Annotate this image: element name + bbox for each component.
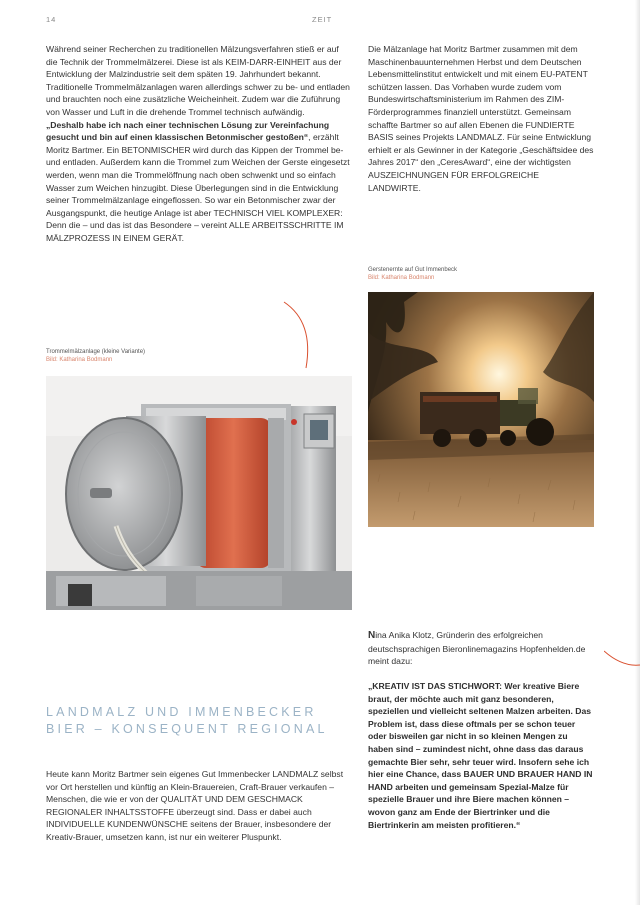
- photo-drum-malting-machine: [46, 376, 352, 610]
- right-column-text: [368, 43, 594, 194]
- section-paragraph: [46, 768, 352, 844]
- page-number: 14: [46, 15, 57, 24]
- quote-klotz-text: „KREATIV IST DAS STICHWORT: Wer kreative Biere braut, der möchte auch mit ganz besonderen, speziellen und vielleicht seltenen Malzen arbeiten. Das Problem ist, dass diese oftmals per se schon teuer oder bisweilen gar nicht in so kleinen Mengen zu haben sind – zumindest nicht, ohne dass das daraus gemachte Bier sehr, sehr teuer wird. Insofern sehe ich hier eine Chance, dass BAUER UND BRAUER HAND IN HAND arbeiten und gemeinsam Spezial-Malze für spezielle Brauer und ihre Biere machen können – wovon ganz am Ende der Biertrinker und die Biertrinkerin am meisten profitieren.“: [368, 681, 593, 830]
- interview-intro-text: ina Anika Klotz, Gründerin des erfolgreichen deutschsprachigen Bieronlinemagazins Hopfenhelden.de meint dazu:: [368, 630, 586, 667]
- caption-field: [368, 266, 457, 282]
- caption-machine-credit: Bild: Katharina Bodmann: [46, 357, 113, 363]
- quote-klotz: [368, 680, 594, 831]
- quote-bold: „Deshalb habe ich nach einer technischen Lösung zur Vereinfachung gesucht und bin auf einen klassischen Betonmischer gestoßen“: [46, 119, 330, 143]
- caption-machine: [46, 348, 145, 364]
- paragraph-maelzanlage: Die Mälzanlage hat Moritz Bartmer zusammen mit dem Maschinenbauunternehmen Herbst und dem Deutschen Lebensmittelinstitut entwickelt und mit einem EU-PATENT schützen lassen. Das Vorhaben wurde zudem vom Bundeswirtschaftsministerium im Rahmen des ZIM-Förderprogrammes finanziell unterstützt. Gemeinsam schaffte Bartmer so auf allen Ebenen die FUNDIERTE BASIS seines Projekts LANDMALZ. Für seine Entwicklung erhielt er als Gewinner in der Kategorie „Geschäftsidee des Jahres 2017“ den „CeresAward“, eine der wichtigsten AUSZEICHNUNGEN FÜR ERFOLGREICHE LANDWIRTE.: [368, 44, 594, 193]
- caption-field-title: Gerstenernte auf Gut Immenbeck: [368, 267, 458, 273]
- paragraph-betonmischer-rest: , erzählt Moritz Bartmer. Ein BETONMISCHER wird durch das Kippen der Trommel be- und entladen. Außerdem kann die Trommel zum Weichen der Gerste eingesetzt werden, wenn man die Trommelöffnung nach oben schwenkt und so einfach Wasser zum Weichen hinzugibt. Diese Überlegungen sind in die Entwicklung seiner Trommelmälzanlage eingeflossen. So war ein Betonmischer zwar der Ausgangspunkt, die heutige Anlage ist aber TECHNISCH VIEL KOMPLEXER: Denn die – und das ist das Besondere – vereint ALLE ARBEITSSCHRITTE IM MÄLZPROZESS IN EINEM GERÄT.: [46, 132, 350, 243]
- photo-barley-harvest: [368, 292, 594, 527]
- page-edge-shadow: [635, 0, 640, 905]
- caption-machine-title: Trommelmälzanlage (kleine Variante): [46, 349, 146, 355]
- section-paragraph-text: Heute kann Moritz Bartmer sein eigenes Gut Immenbecker LANDMALZ selbst vor Ort herstellen und künftig an Klein-Brauereien, Craft-Brauer verkaufen – Menschen, die wie er von der QUALITÄT UND DEM GESCHMACK REGIONALER INHALTSSTOFFE überzeugt sind. Dass er dabei auch INDIVIDUELLE KUNDENWÜNSCHE seitens der Brauer, insbesondere der Kreativ-Brauer, umsetzen kann, ist nur ein weiterer Pluspunkt.: [46, 769, 344, 842]
- running-head: ZEIT: [312, 15, 333, 24]
- dropcap-letter: N: [368, 630, 376, 641]
- decorative-arc-left: [270, 300, 330, 370]
- paragraph-betonmischer: [46, 119, 352, 245]
- caption-field-credit: Bild: Katharina Bodmann: [368, 275, 435, 281]
- interview-intro-paragraph: [368, 629, 594, 668]
- interview-intro: [368, 629, 594, 668]
- left-column-text: [46, 43, 352, 245]
- section-heading: LANDMALZ UND IMMENBECKER BIER – KONSEQUENT REGIONAL: [46, 705, 328, 736]
- paragraph-recherchen: Während seiner Recherchen zu traditionellen Mälzungsverfahren stieß er auf die Technik der Trommelmälzerei. Diese ist als KEIM-DARR-EINHEIT aus der Entwicklung der Malzindustrie seit dem späten 19. Jahrhundert bekannt. Traditionelle Trommelmälzanlagen waren allerdings schwer zu be- und entladen und brauchten noch eine zusätzliche Weicheinheit. Zudem war die Zuführung von Wasser und Luft in die drehende Trommel technisch aufwändig.: [46, 44, 350, 117]
